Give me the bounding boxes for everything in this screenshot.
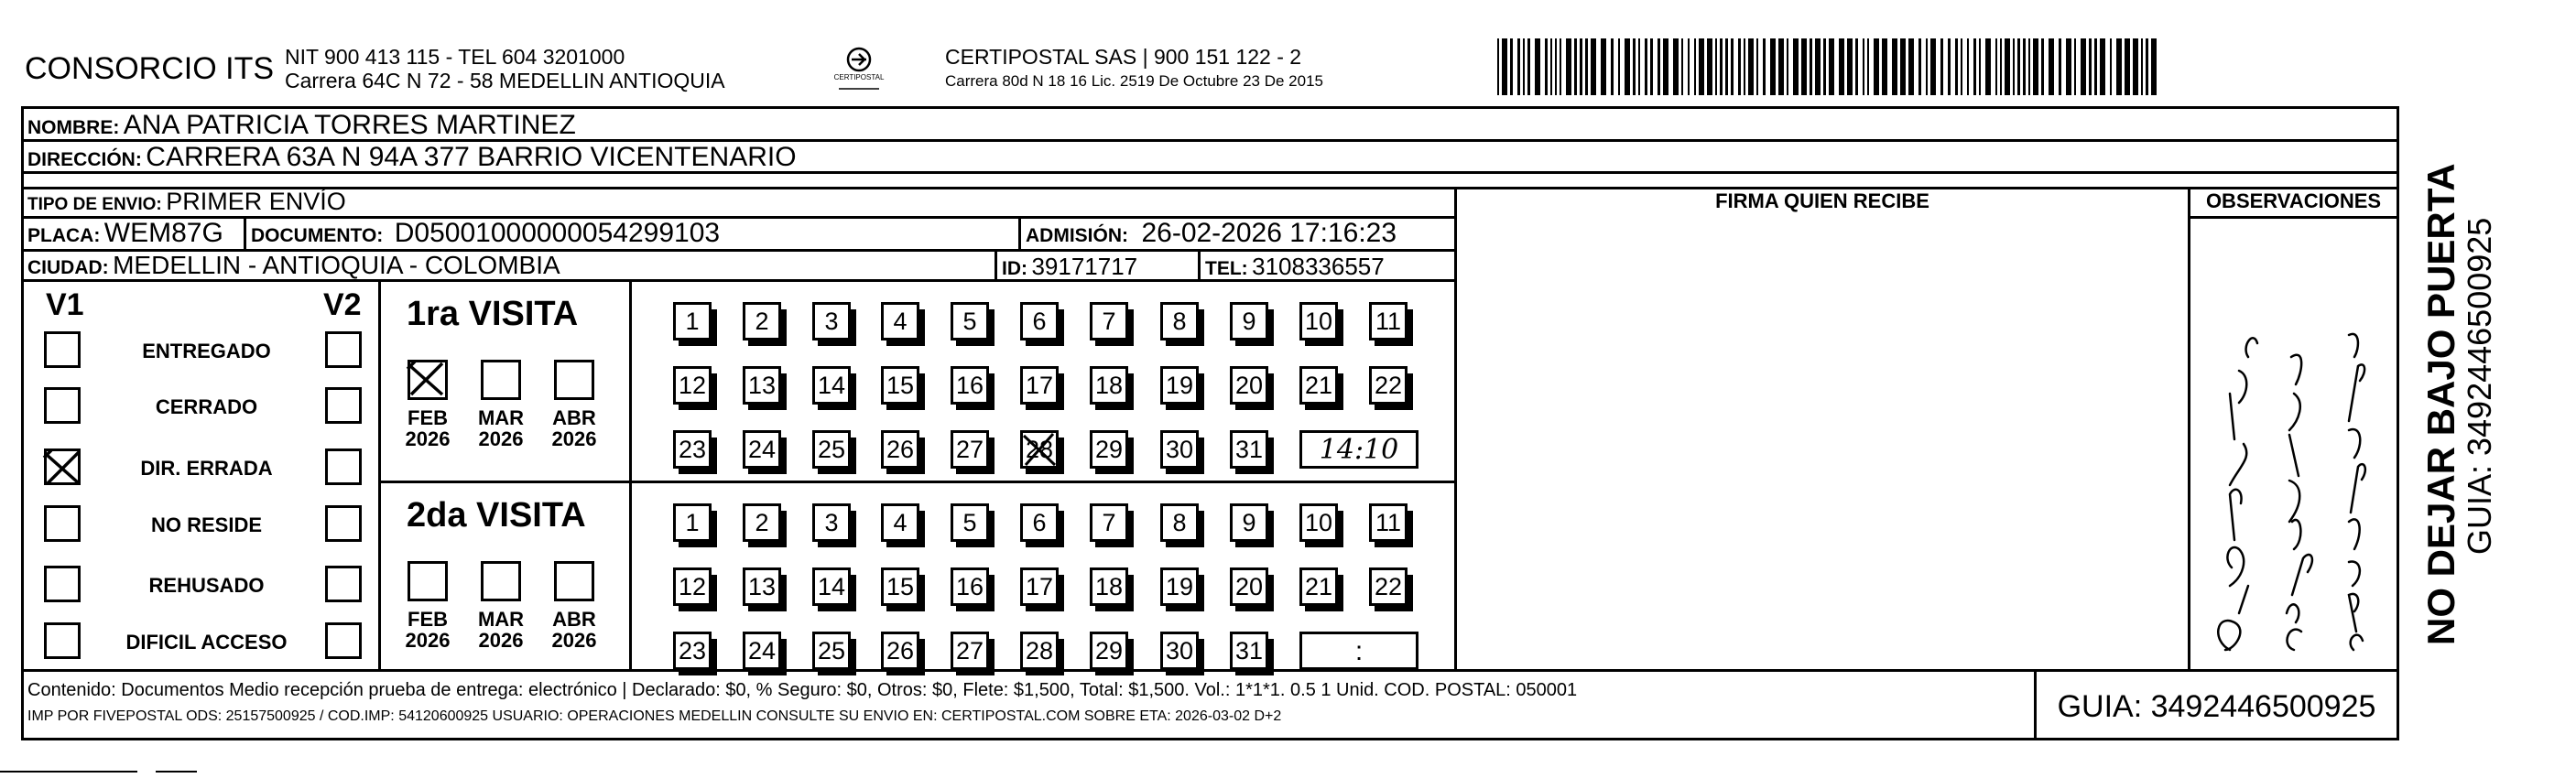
visit-day-box[interactable]: 15 [881, 366, 919, 405]
company-name: CONSORCIO ITS [25, 51, 275, 86]
visit-day-box[interactable]: 8 [1160, 302, 1199, 340]
visit-month-label [473, 609, 528, 651]
visit-month-checkbox[interactable] [554, 561, 594, 601]
admision-value: 26-02-2026 17:16:23 [1141, 218, 1397, 248]
visit-day-box[interactable]: 26 [881, 632, 919, 670]
visit-title: 1ra VISITA [407, 295, 579, 333]
visit-day-box[interactable]: 23 [673, 632, 712, 670]
tel-label: TEL: [1205, 258, 1248, 279]
visit-day-box[interactable]: 24 [743, 430, 781, 469]
ciudad-label: CIUDAD: [27, 257, 109, 278]
visit-day-box[interactable]: 11 [1369, 302, 1408, 340]
nombre-row [27, 112, 576, 139]
signature-area[interactable] [1460, 220, 2185, 666]
visit-day-box[interactable]: 1 [673, 503, 712, 542]
status-v1-checkbox[interactable] [44, 387, 81, 424]
visit-time-box[interactable]: 14:10 [1299, 430, 1418, 469]
visit-day-box[interactable]: 6 [1020, 302, 1059, 340]
status-v2-checkbox[interactable] [325, 331, 362, 368]
direccion-label: DIRECCIÓN: [27, 149, 142, 170]
visit-day-box[interactable]: 31 [1230, 430, 1268, 469]
month-name: ABR [552, 406, 596, 429]
visit-day-box[interactable]: 23 [673, 430, 712, 469]
visit-day-box[interactable]: 29 [1090, 430, 1128, 469]
admision-row [1026, 220, 1397, 247]
direccion-value: CARRERA 63A N 94A 377 BARRIO VICENTENARIO [146, 142, 797, 172]
month-name: FEB [408, 608, 448, 631]
id-value: 39171717 [1031, 253, 1138, 280]
visit-month-label [400, 407, 455, 449]
visit-day-box[interactable]: 9 [1230, 503, 1268, 542]
month-year: 2026 [551, 629, 597, 653]
status-label: DIR. ERRADA [140, 457, 273, 480]
visit-day-box[interactable]: 2 [743, 302, 781, 340]
tipo-row [27, 189, 346, 214]
visit-day-box[interactable]: 3 [812, 302, 851, 340]
id-row [1002, 254, 1137, 278]
month-year: 2026 [405, 629, 451, 653]
visit-day-box[interactable]: 25 [812, 430, 851, 469]
visit-day-box[interactable]: 13 [743, 366, 781, 405]
visit-day-box[interactable]: 16 [951, 366, 989, 405]
footer-imp: IMP POR FIVEPOSTAL ODS: 25157500925 / COD.IMP: 54120600925 USUARIO: OPERACIONES MEDELLIN CONSULTE SU ENVIO EN: CERTIPOSTAL.COM SOBRE ETA: 2026-03-02 D+2 [27, 708, 1282, 724]
visit-day-box[interactable]: 18 [1090, 567, 1128, 606]
visit-day-box[interactable]: 9 [1230, 302, 1268, 340]
visit-month-label [547, 407, 602, 449]
month-name: ABR [552, 608, 596, 631]
id-label: ID: [1002, 258, 1027, 279]
status-v1-checkbox[interactable] [44, 622, 81, 659]
visit-day-box[interactable]: 27 [951, 430, 989, 469]
firma-header: FIRMA QUIEN RECIBE [1715, 189, 1929, 212]
month-name: MAR [477, 608, 525, 631]
visit-day-box[interactable]: 24 [743, 632, 781, 670]
visit-day-box[interactable]: 27 [951, 632, 989, 670]
visit-day-box[interactable]: 30 [1160, 430, 1199, 469]
right-border [2397, 106, 2399, 740]
status-v1-checkbox[interactable] [44, 566, 81, 602]
status-label: REHUSADO [148, 574, 265, 597]
side-warning: NO DEJAR BAJO PUERTA [2419, 163, 2462, 645]
ciudad-value: MEDELLIN - ANTIOQUIA - COLOMBIA [113, 251, 560, 279]
visit-day-box[interactable]: 28 [1020, 632, 1059, 670]
visit-title: 2da VISITA [407, 496, 586, 535]
visit-day-box[interactable]: 1 [673, 302, 712, 340]
tipo-label: TIPO DE ENVIO: [27, 195, 162, 214]
visit-month-checkbox[interactable] [481, 360, 521, 400]
documento-value: D05001000000054299103 [394, 218, 721, 248]
visit-day-box[interactable]: 17 [1020, 567, 1059, 606]
visit-day-box[interactable]: 17 [1020, 366, 1059, 405]
tipo-value: PRIMER ENVÍO [166, 188, 346, 215]
top-border [21, 106, 2399, 109]
placa-row [27, 220, 223, 247]
visit-day-box[interactable]: 21 [1299, 366, 1338, 405]
month-year: 2026 [551, 427, 597, 451]
nombre-label: NOMBRE: [27, 117, 120, 138]
side-guia: GUIA: 3492446500925 [2461, 217, 2498, 555]
footer-guia: GUIA: 3492446500925 [2057, 689, 2376, 724]
visit-day-box[interactable]: 30 [1160, 632, 1199, 670]
documento-row [251, 220, 720, 247]
v2-label: V2 [323, 287, 362, 322]
visit-day-box[interactable]: 18 [1090, 366, 1128, 405]
visit-day-box[interactable]: 3 [812, 503, 851, 542]
visit-time-box[interactable]: : [1299, 632, 1418, 670]
visit-month-label [547, 609, 602, 651]
visit-day-box[interactable]: 5 [951, 503, 989, 542]
company-address: Carrera 64C N 72 - 58 MEDELLIN ANTIOQUIA [285, 69, 725, 92]
visit-month-label [473, 407, 528, 449]
placa-value: WEM87G [103, 218, 223, 248]
visit-day-box[interactable]: 12 [673, 366, 712, 405]
visit-day-box[interactable]: 16 [951, 567, 989, 606]
month-year: 2026 [405, 427, 451, 451]
status-label: DIFICIL ACCESO [125, 631, 288, 654]
status-v1-checkbox[interactable] [44, 331, 81, 368]
visit-month-checkbox[interactable] [408, 360, 448, 400]
observaciones-handwriting [2193, 220, 2395, 666]
visit-day-box[interactable]: 25 [812, 632, 851, 670]
status-v2-checkbox[interactable] [325, 622, 362, 659]
visit-day-box[interactable]: 4 [881, 302, 919, 340]
visit-day-box[interactable]: 15 [881, 567, 919, 606]
admision-label: ADMISIÓN: [1026, 225, 1128, 246]
visit-day-box[interactable]: 20 [1230, 366, 1268, 405]
tel-value: 3108336557 [1252, 253, 1385, 280]
status-label: ENTREGADO [142, 340, 271, 362]
visit-day-box[interactable]: 4 [881, 503, 919, 542]
visit-day-box[interactable]: 10 [1299, 503, 1338, 542]
status-v1-checkbox[interactable] [44, 505, 81, 542]
status-label: CERRADO [155, 395, 258, 418]
v1-label: V1 [46, 287, 84, 322]
status-label: NO RESIDE [150, 513, 263, 536]
documento-label: DOCUMENTO: [251, 225, 384, 246]
status-v2-checkbox[interactable] [325, 505, 362, 542]
visit-day-box[interactable]: 11 [1369, 503, 1408, 542]
visit-day-box[interactable]: 7 [1090, 302, 1128, 340]
direccion-row [27, 144, 797, 171]
visit-day-box[interactable]: 29 [1090, 632, 1128, 670]
ciudad-row [27, 253, 560, 278]
status-v2-checkbox[interactable] [325, 448, 362, 485]
visit-day-box[interactable]: 22 [1369, 567, 1408, 606]
visit-day-box[interactable]: 14 [812, 366, 851, 405]
visit-day-box[interactable]: 6 [1020, 503, 1059, 542]
company-nit: NIT 900 413 115 - TEL 604 3201000 [285, 45, 625, 69]
visit-day-box[interactable]: 10 [1299, 302, 1338, 340]
visit-month-label [400, 609, 455, 651]
visit-day-box[interactable]: 7 [1090, 503, 1128, 542]
visit-day-box[interactable]: 13 [743, 567, 781, 606]
left-border [21, 106, 24, 740]
month-name: MAR [477, 406, 525, 429]
visit-day-box[interactable]: 19 [1160, 567, 1199, 606]
visit-day-box[interactable]: 20 [1230, 567, 1268, 606]
month-year: 2026 [478, 427, 524, 451]
visit-month-checkbox[interactable] [408, 561, 448, 601]
logo-text: CERTIPOSTAL [833, 73, 885, 81]
month-year: 2026 [478, 629, 524, 653]
carrier-name: CERTIPOSTAL SAS | 900 151 122 - 2 [945, 45, 1302, 69]
carrier-address: Carrera 80d N 18 16 Lic. 2519 De Octubre 23 De 2015 [945, 72, 1323, 90]
placa-label: PLACA: [27, 225, 101, 246]
tel-row [1205, 254, 1385, 278]
status-v2-checkbox[interactable] [325, 566, 362, 602]
visit-day-box[interactable]: 2 [743, 503, 781, 542]
footer-contenido: Contenido: Documentos Medio recepción prueba de entrega: electrónico | Declarado: $0, % Seguro: $0, Otros: $0, Flete: $1,500, Total: $1,500. Vol.: 1*1*1. 0.5 1 Unid. COD. POSTAL: 050001 [27, 680, 1578, 700]
certipostal-logo [822, 43, 896, 98]
visit-day-box[interactable]: 26 [881, 430, 919, 469]
status-v2-checkbox[interactable] [325, 387, 362, 424]
status-v1-checkbox[interactable] [44, 448, 81, 485]
month-name: FEB [408, 406, 448, 429]
visit-day-box[interactable]: 12 [673, 567, 712, 606]
visit-day-box[interactable]: 22 [1369, 366, 1408, 405]
visit-month-checkbox[interactable] [481, 561, 521, 601]
visit-day-box[interactable]: 28 [1020, 430, 1059, 469]
observaciones-header: OBSERVACIONES [2205, 189, 2382, 212]
visit-day-box[interactable]: 19 [1160, 366, 1199, 405]
visit-month-checkbox[interactable] [554, 360, 594, 400]
bottom-border [21, 738, 2399, 740]
barcode [1497, 38, 2157, 95]
visit-day-box[interactable]: 21 [1299, 567, 1338, 606]
visit-day-box[interactable]: 14 [812, 567, 851, 606]
visit-day-box[interactable]: 31 [1230, 632, 1268, 670]
nombre-value: ANA PATRICIA TORRES MARTINEZ [123, 110, 576, 140]
visit-day-box[interactable]: 8 [1160, 503, 1199, 542]
visit-day-box[interactable]: 5 [951, 302, 989, 340]
